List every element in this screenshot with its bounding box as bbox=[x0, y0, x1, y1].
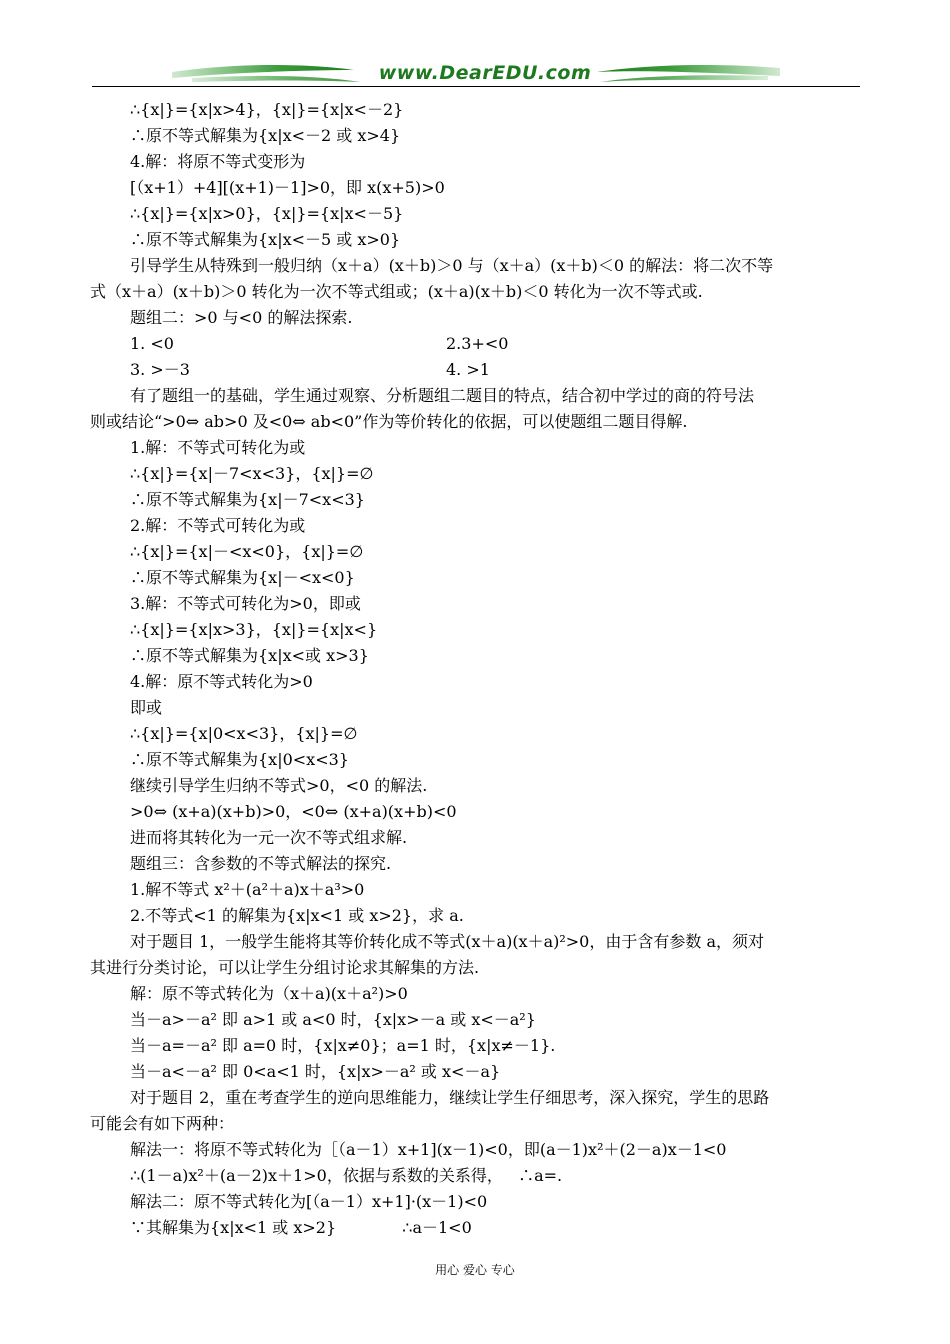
text-line: ∴{x|}={x|－7<x<3}，{x|}=∅ bbox=[130, 464, 374, 483]
header-rule bbox=[92, 86, 860, 87]
text-line: 进而将其转化为一元一次不等式组求解. bbox=[130, 828, 408, 847]
text-line: ∴{x|}={x|x>4}，{x|}={x|x<－2} bbox=[130, 100, 404, 119]
text-line: ∴原不等式解集为{x|0<x<3} bbox=[130, 750, 349, 769]
page-footer: 用心 爱心 专心 bbox=[435, 1263, 515, 1277]
text-line: 即或 bbox=[130, 698, 163, 717]
text-line: 1.解不等式 x²＋(a²＋a)x＋a³>0 bbox=[130, 880, 365, 899]
text-line: 2.不等式<1 的解集为{x|x<1 或 x>2}，求 a. bbox=[130, 906, 464, 925]
text-line: ∴原不等式解集为{x|－<x<0} bbox=[130, 568, 355, 587]
text-line: ∴{x|}={x|x>3}，{x|}={x|x<} bbox=[130, 620, 378, 639]
text-line: 当－a>－a² 即 a>1 或 a<0 时，{x|x>－a 或 x<－a²} bbox=[130, 1010, 536, 1029]
text-line: ∴原不等式解集为{x|－7<x<3} bbox=[130, 490, 365, 509]
text-line bbox=[130, 357, 870, 383]
text-line: ∴原不等式解集为{x|x<－5 或 x>0} bbox=[130, 230, 401, 249]
text-line: 题组三：含参数的不等式解法的探究. bbox=[130, 854, 392, 873]
text-line: 解法一：将原不等式转化为［（a－1）x+1](x－1)<0，即(a－1)x²＋(2－a)x－1<0 bbox=[130, 1140, 727, 1159]
text-line: 对于题目 1，一般学生能将其等价转化成不等式(x＋a)(x＋a)²>0，由于含有参数 a，须对 bbox=[130, 932, 764, 951]
problem-item: 1. <0 bbox=[130, 334, 174, 353]
text-line: 解：原不等式转化为（x＋a)(x＋a²)>0 bbox=[130, 984, 408, 1003]
text-line: ∵其解集为{x|x<1 或 x>2} ∴a－1<0 bbox=[130, 1218, 472, 1237]
text-line: ∴{x|}={x|－<x<0}，{x|}=∅ bbox=[130, 542, 364, 561]
text-line: ∴原不等式解集为{x|x<－2 或 x>4} bbox=[130, 126, 401, 145]
text-line: 3.解：不等式可转化为>0，即或 bbox=[130, 594, 361, 613]
text-line: [（x+1）+4][(x+1)－1]>0，即 x(x+5)>0 bbox=[130, 178, 445, 197]
text-line: 4.解：原不等式转化为>0 bbox=[130, 672, 313, 691]
text-line: 解法二：原不等式转化为[（a－1）x+1]·(x－1)<0 bbox=[130, 1192, 488, 1211]
text-line: 1.解：不等式可转化为或 bbox=[130, 438, 306, 457]
problem-item: 2.3+<0 bbox=[446, 334, 509, 353]
site-logo-text: www.DearEDU.com bbox=[378, 62, 592, 84]
text-line: 当－a<－a² 即 0<a<1 时，{x|x>－a² 或 x<－a} bbox=[130, 1062, 501, 1081]
text-line: 继续引导学生归纳不等式>0，<0 的解法. bbox=[130, 776, 428, 795]
text-line: ∴原不等式解集为{x|x<或 x>3} bbox=[130, 646, 369, 665]
text-line: 2.解：不等式可转化为或 bbox=[130, 516, 306, 535]
text-line bbox=[130, 331, 870, 357]
text-line: 式（x＋a）(x＋b)＞0 转化为一次不等式组或；(x＋a)(x＋b)＜0 转化为一次不等式或. bbox=[90, 282, 703, 301]
problem-item: 4. >1 bbox=[446, 360, 490, 379]
problem-item: 3. >－3 bbox=[130, 360, 190, 379]
text-line: 有了题组一的基础，学生通过观察、分析题组二题目的特点，结合初中学过的商的符号法 bbox=[130, 386, 755, 405]
text-line: >0⇔ (x+a)(x+b)>0，<0⇔ (x+a)(x+b)<0 bbox=[130, 802, 457, 821]
text-line: 4.解：将原不等式变形为 bbox=[130, 152, 306, 171]
text-line: 引导学生从特殊到一般归纳（x＋a）(x＋b)＞0 与（x＋a）(x＋b)＜0 的解法：将二次不等 bbox=[130, 256, 774, 275]
text-line: ∴(1－a)x²＋(a－2)x＋1>0，依据与系数的关系得， ∴a=. bbox=[130, 1166, 563, 1185]
text-line: 当－a=－a² 即 a=0 时，{x|x≠0}；a=1 时，{x|x≠－1}. bbox=[130, 1036, 556, 1055]
text-line: ∴{x|}={x|x>0}，{x|}={x|x<－5} bbox=[130, 204, 404, 223]
text-line: 题组二：>0 与<0 的解法探索. bbox=[130, 308, 353, 327]
text-line: 对于题目 2，重在考查学生的逆向思维能力，继续让学生仔细思考，深入探究，学生的思路 bbox=[130, 1088, 770, 1107]
text-line: 其进行分类讨论，可以让学生分组讨论求其解集的方法. bbox=[90, 958, 480, 977]
text-line: ∴{x|}={x|0<x<3}，{x|}=∅ bbox=[130, 724, 358, 743]
text-line: 可能会有如下两种： bbox=[90, 1114, 235, 1133]
document-body bbox=[90, 97, 870, 1241]
text-line: 则或结论“>0⇔ ab>0 及<0⇔ ab<0”作为等价转化的依据，可以使题组二题目得解. bbox=[90, 412, 688, 431]
